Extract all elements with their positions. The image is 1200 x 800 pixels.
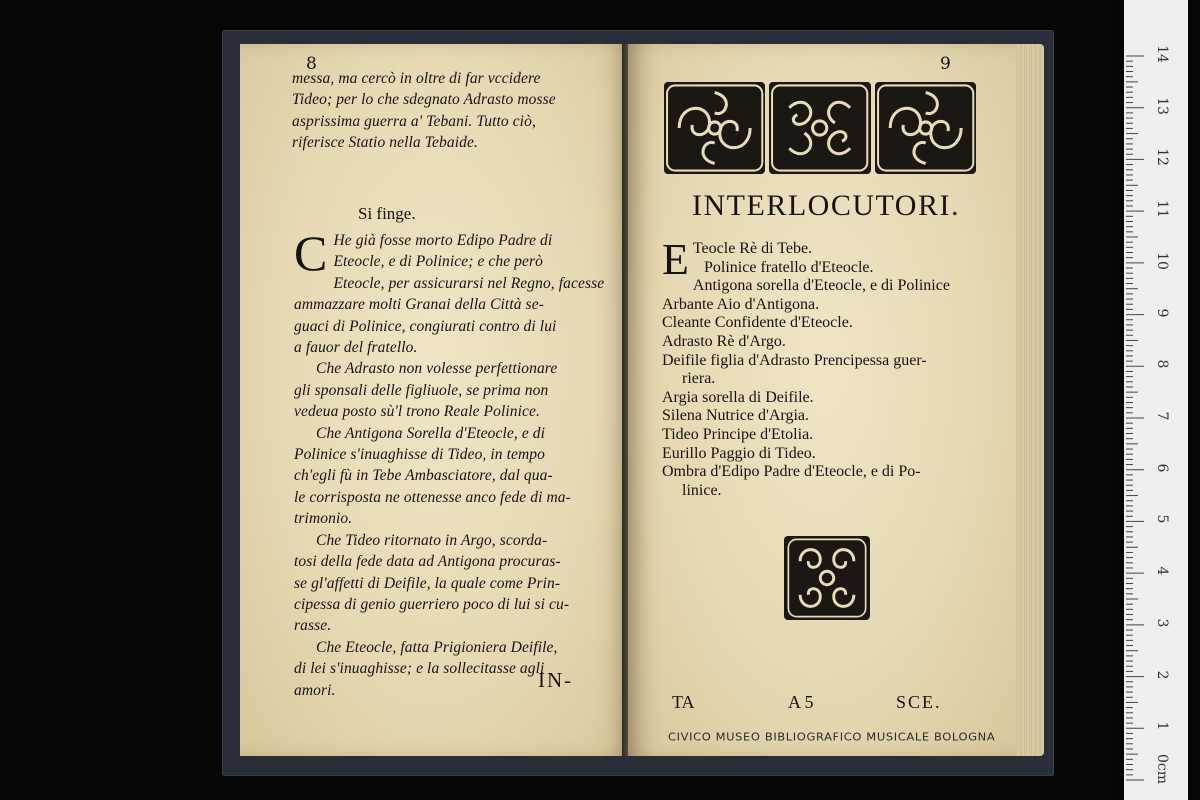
character-entry: Silena Nutrice d'Argia. bbox=[662, 407, 809, 425]
ruler-label: 2 bbox=[1154, 670, 1170, 680]
text-line: di lei s'inuaghisse; e la sollecitasse agli bbox=[294, 660, 545, 678]
ruler-label: 4 bbox=[1154, 566, 1170, 576]
text-line: tosi della fede data ad Antigona procuras- bbox=[294, 553, 561, 571]
drop-cap: E bbox=[662, 235, 689, 284]
left-page-number: 8 bbox=[306, 54, 317, 74]
ruler-label: 14 bbox=[1154, 45, 1170, 63]
text-line: a fauor del fratello. bbox=[294, 339, 418, 357]
text-line: riferisce Statio nella Tebaide. bbox=[292, 134, 478, 152]
character-entry: Ombra d'Edipo Padre d'Eteocle, e di Po- bbox=[662, 463, 921, 481]
ruler-label: 13 bbox=[1154, 96, 1170, 115]
ruler-label: 9 bbox=[1154, 308, 1170, 318]
scroll-ornament-icon bbox=[664, 82, 765, 174]
ruler-label: 12 bbox=[1154, 148, 1170, 167]
ruler-label: 3 bbox=[1154, 618, 1170, 628]
signature-mark: A 5 bbox=[788, 692, 814, 712]
text-line: gli sponsali delle figliuole, se prima non bbox=[294, 381, 549, 399]
catchword: SCE. bbox=[896, 692, 942, 712]
ruler-label: 10 bbox=[1154, 251, 1170, 270]
left-body-text bbox=[294, 225, 624, 701]
text-line: messa, ma cercò in oltre di far vccidere bbox=[292, 70, 541, 87]
character-entry: Polinice fratello d'Eteocle. bbox=[704, 258, 874, 276]
character-entry: Adrasto Rè d'Argo. bbox=[662, 332, 786, 350]
character-entry: Tideo Principe d'Etolia. bbox=[662, 425, 814, 443]
text-line: rasse. bbox=[294, 617, 332, 635]
bleed-through-text: TA bbox=[672, 692, 695, 712]
text-line: Che Tideo ritornato in Argo, scorda- bbox=[316, 531, 548, 549]
text-line: Che Adrasto non volesse perfettionare bbox=[316, 360, 558, 378]
library-stamp: CIVICO MUSEO BIBLIOGRAFICO MUSICALE BOLOGNA bbox=[668, 730, 996, 744]
catchword: IN- bbox=[538, 668, 574, 692]
character-entry: Arbante Aio d'Antigona. bbox=[662, 295, 820, 313]
right-page bbox=[628, 44, 1016, 756]
text-line: Eteocle, e di Polinice; e che però bbox=[333, 253, 543, 271]
character-list bbox=[662, 235, 1012, 500]
text-line: le corrisposta ne ottenesse anco fede di ma- bbox=[294, 488, 571, 506]
character-entry: linice. bbox=[682, 481, 722, 499]
text-line: se gl'affetti di Deifile, la quale come Prin- bbox=[294, 574, 561, 592]
ornament-block bbox=[769, 82, 870, 174]
ruler-label: 6 bbox=[1154, 463, 1170, 473]
scroll-ornament-icon bbox=[875, 82, 976, 174]
left-page bbox=[240, 44, 630, 756]
page-title: INTERLOCUTORI. bbox=[692, 189, 960, 222]
ornamental-headpiece bbox=[664, 82, 976, 174]
ruler-label: 5 bbox=[1154, 514, 1170, 524]
ruler-label: 7 bbox=[1154, 411, 1170, 421]
ruler-label: 8 bbox=[1154, 359, 1170, 369]
character-entry: Eurillo Paggio di Tideo. bbox=[662, 444, 816, 462]
text-line: vedeua posto sù'l trono Reale Polinice. bbox=[294, 403, 540, 421]
text-line: asprissima guerra a' Tebani. Tutto ciò, bbox=[292, 112, 536, 130]
text-line: Tideo; per lo che sdegnato Adrasto mosse bbox=[292, 91, 556, 109]
text-line: He già fosse morto Edipo Padre di bbox=[333, 232, 553, 249]
text-line: guaci di Polinice, congiurati contro di lui bbox=[294, 317, 557, 335]
left-intro-text bbox=[292, 68, 622, 154]
character-entry: Deifile figlia d'Adrasto Prencipessa guer- bbox=[662, 351, 927, 369]
right-page-number: 9 bbox=[940, 54, 951, 74]
text-line: Eteocle, per assicurarsi nel Regno, facesse bbox=[333, 274, 605, 292]
character-entry: riera. bbox=[682, 370, 716, 388]
ruler-label: 0cm bbox=[1154, 754, 1170, 785]
text-line: trimonio. bbox=[294, 510, 353, 528]
text-line: cipessa di genio guerriero poco di lui si cu- bbox=[294, 595, 570, 613]
character-entry: Argia sorella di Deifile. bbox=[662, 388, 814, 406]
character-entry: Cleante Confidente d'Eteocle. bbox=[662, 314, 853, 332]
scroll-ornament-icon bbox=[769, 82, 870, 174]
text-line: ch'egli fù in Tebe Ambasciatore, dal qua- bbox=[294, 467, 553, 485]
text-line: Che Eteocle, fatta Prigioniera Deifile, bbox=[316, 638, 558, 656]
ornament-block bbox=[664, 82, 765, 174]
character-entry: Antigona sorella d'Eteocle, e di Polinice bbox=[692, 277, 950, 295]
text-line: Che Antigona Sorella d'Eteocle, e di bbox=[316, 424, 546, 442]
ornament-tailpiece bbox=[784, 536, 870, 620]
character-entry: Teocle Rè di Tebe. bbox=[692, 240, 813, 257]
ornament-block bbox=[875, 82, 976, 174]
ruler-label: 11 bbox=[1154, 200, 1170, 219]
section-heading: Si finge. bbox=[358, 204, 416, 223]
flourish-ornament-icon bbox=[784, 536, 870, 620]
text-line: ammazzare molti Granai della Città se- bbox=[294, 296, 544, 314]
measurement-ruler bbox=[1124, 0, 1188, 800]
drop-cap: C bbox=[294, 225, 328, 281]
ruler-label: 1 bbox=[1154, 721, 1170, 731]
text-line: Polinice s'inuaghisse di Tideo, in tempo bbox=[294, 446, 545, 464]
text-line: amori. bbox=[294, 681, 336, 699]
